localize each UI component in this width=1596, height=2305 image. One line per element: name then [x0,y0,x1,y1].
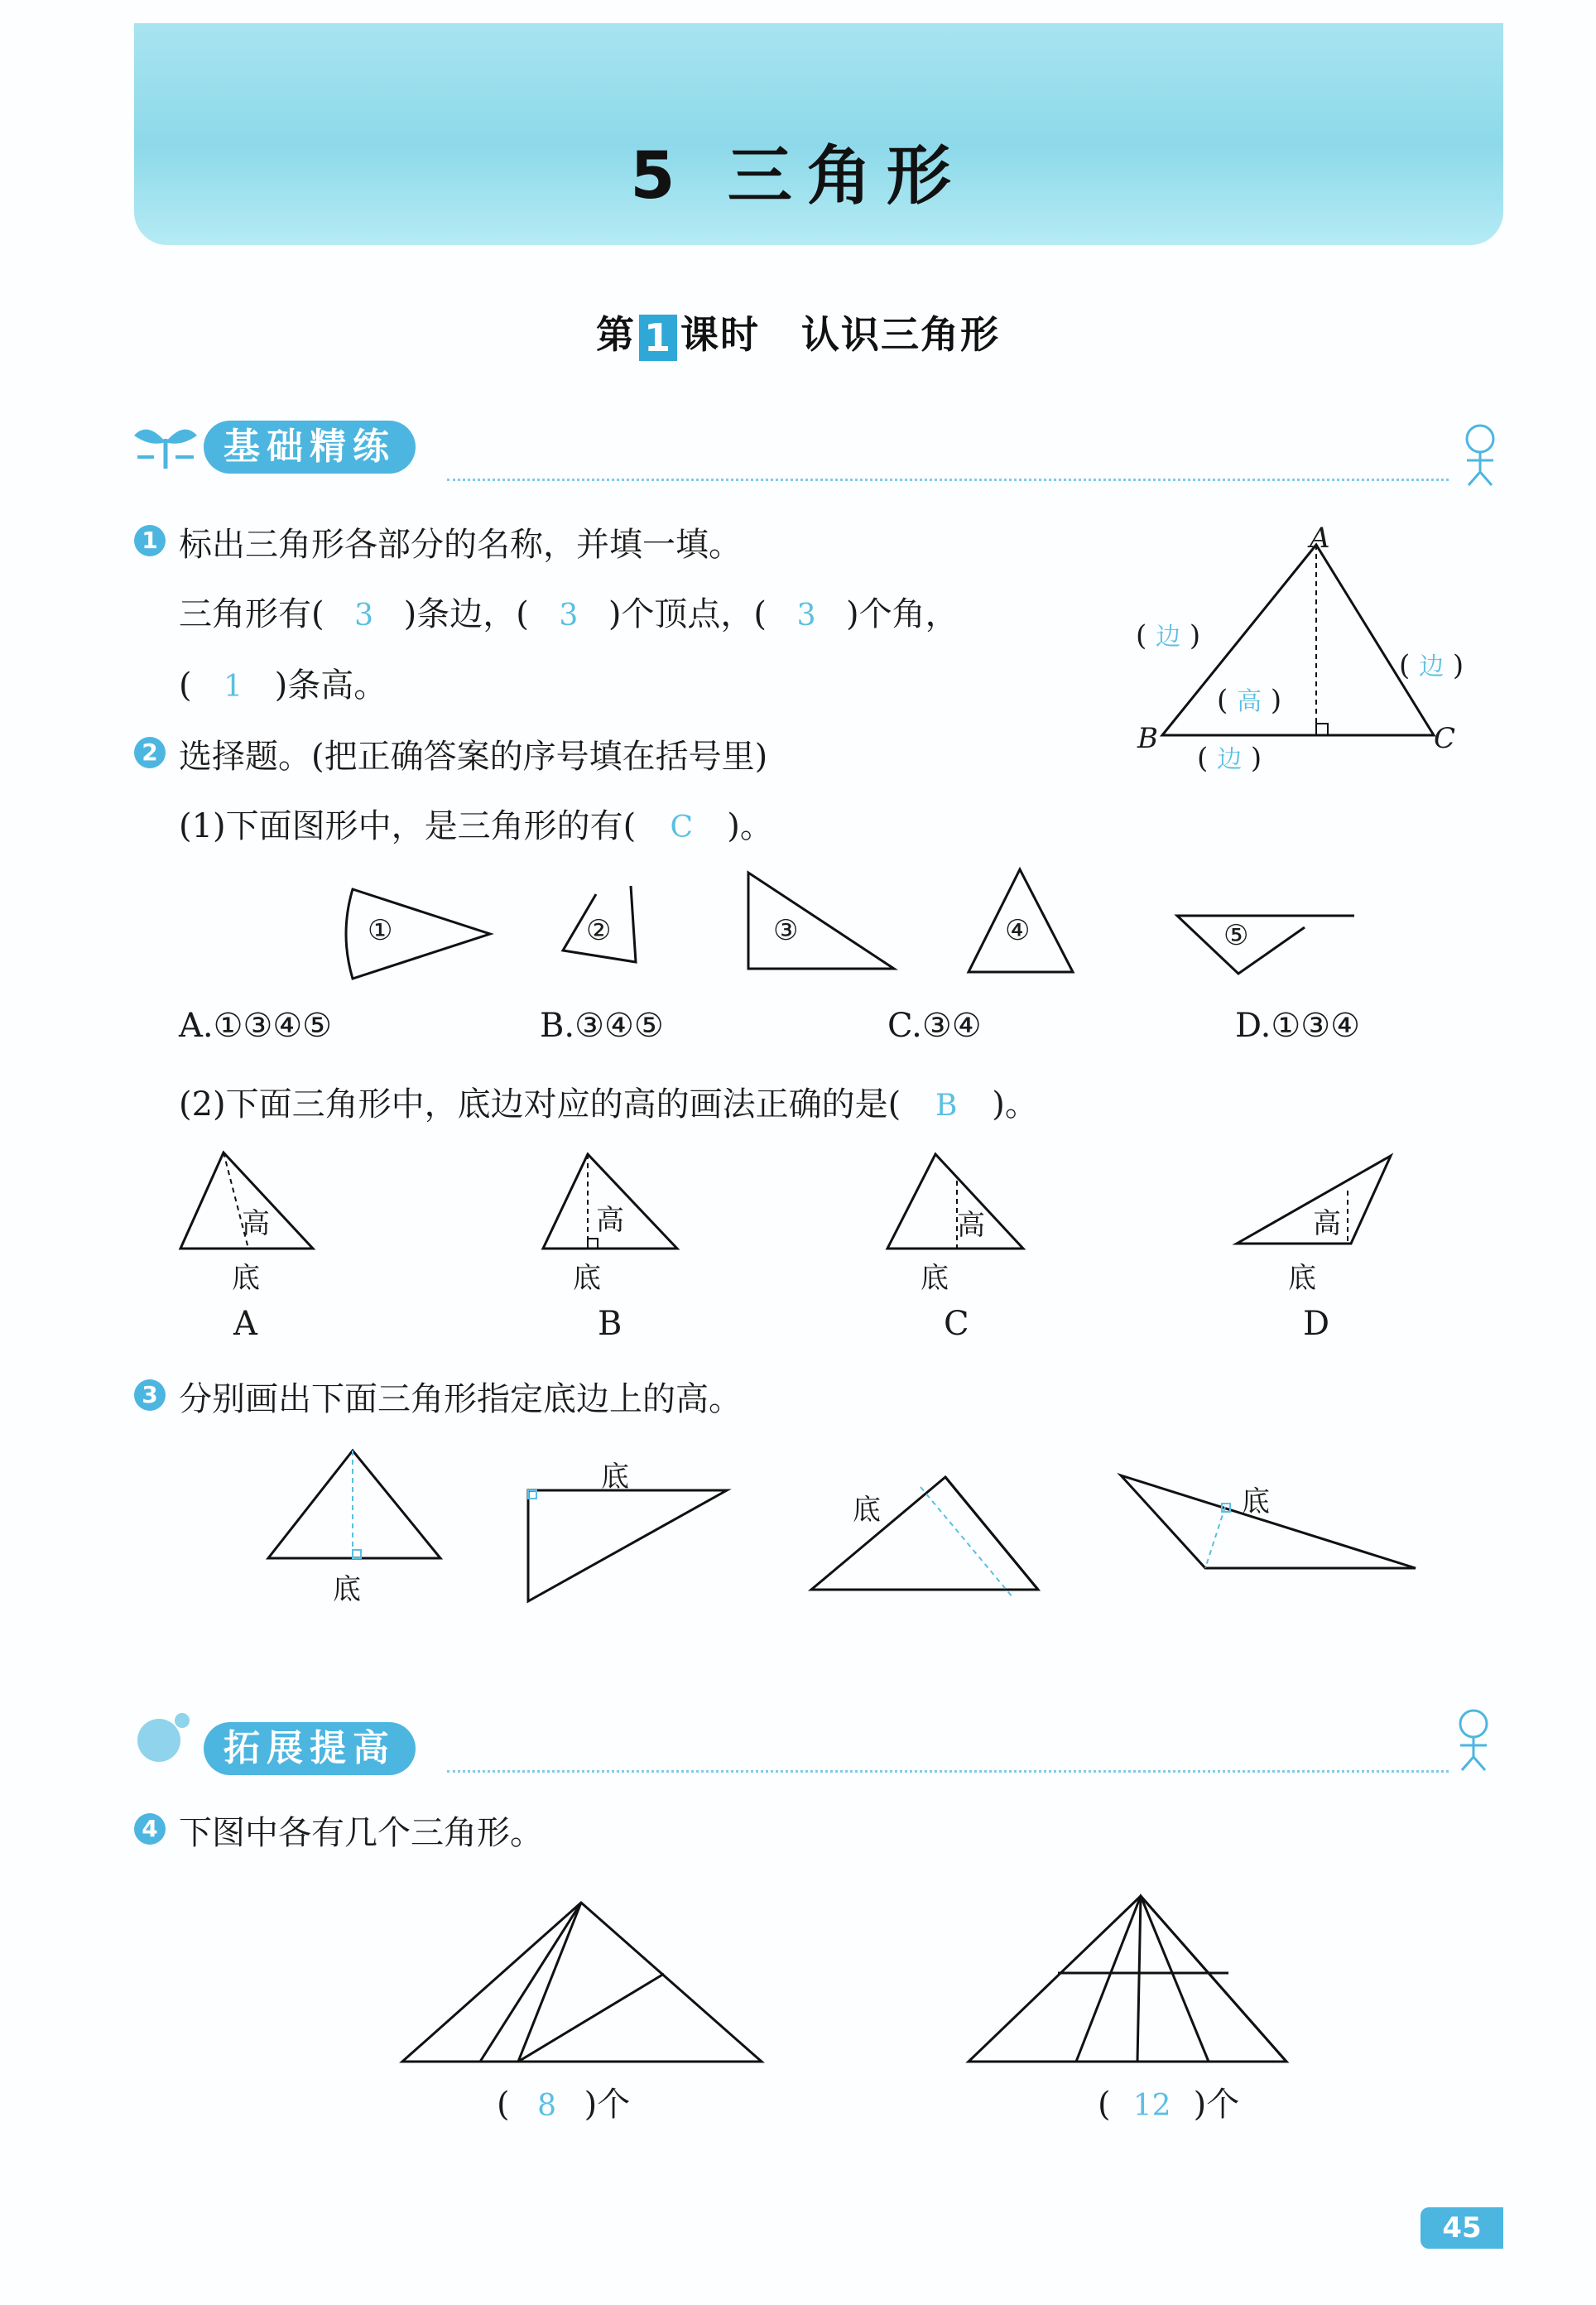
lesson-name: 认识三角形 [801,312,1000,357]
tri-A-height-label: 高 [242,1207,270,1240]
shape-label-3: ③ [773,914,799,947]
question-number-3: 3 [134,1379,166,1411]
q3-tri2-base-label: 底 [601,1460,629,1494]
q3-triangles [248,1441,1440,1614]
q3-tri3-base-label: 底 [853,1494,881,1527]
q4-prompt: 下图中各有几个三角形。 [179,1814,543,1852]
label-left-side: ( 边 ) [1136,619,1201,652]
tri-letter-B: B [598,1305,623,1343]
q1-line2: ( 1 )条高。 [179,666,387,705]
q1-line1: 三角形有( 3 )条边，( 3 )个顶点，( 3 )个角， [179,595,959,633]
lesson-number: 1 [639,315,677,361]
q2-prompt: 选择题。(把正确答案的序号填在括号里) [179,738,768,776]
q2-sub2: (2)下面三角形中，底边对应的高的画法正确的是( B )。 [179,1085,1038,1124]
tri-C-base-label: 底 [921,1262,949,1295]
answer-angles: 3 [796,599,816,633]
answer-sides: 3 [354,599,374,633]
sprout-icon [132,421,199,470]
section-divider-2 [447,1770,1449,1773]
q4-figures [389,1888,1300,2078]
q3-tri4-base-label: 底 [1242,1485,1270,1518]
question-number-1: 1 [134,525,166,556]
page-number: 45 [1421,2207,1503,2249]
section-basic: 基础精练 [204,421,416,474]
lesson-prefix: 第 [596,312,636,357]
tri-letter-C: C [944,1305,969,1343]
label-height: ( 高 ) [1217,684,1282,717]
section-divider [447,479,1449,481]
label-right-side: ( 边 ) [1399,649,1464,682]
answer-q2-2: B [935,1089,958,1123]
q3-prompt: 分别画出下面三角形指定底边上的高。 [179,1380,742,1418]
tri-D-height-label: 高 [1313,1207,1341,1240]
section-extend: 拓展提高 [204,1722,416,1775]
option-B: B.③④⑤ [540,1007,664,1045]
answer-q2-1: C [670,811,694,845]
lesson-suffix: 课时 [680,312,760,357]
tri-letter-A: A [233,1305,257,1343]
bubbles-icon [131,1709,197,1767]
tri-letter-D: D [1303,1305,1330,1343]
answer-heights: 1 [224,670,243,704]
q4-answer-1: ( 8 )个 [497,2086,631,2124]
q1-prompt: 标出三角形各部分的名称，并填一填。 [179,526,742,564]
chapter-title: 5 三角形 [630,139,966,214]
doodle-figure-icon-2 [1444,1706,1507,1772]
question-number-2: 2 [134,737,166,768]
tri-B-height-label: 高 [596,1204,624,1237]
doodle-figure-icon [1450,421,1508,487]
vertex-A: A [1310,522,1330,555]
vertex-B: B [1137,722,1158,755]
answer-vertices: 3 [559,599,579,633]
q2-shapes [331,861,1374,985]
q2-height-triangles [166,1143,1407,1267]
option-A: A.①③④⑤ [179,1007,333,1045]
tri-D-base-label: 底 [1288,1262,1316,1295]
q4-answer-2: ( 12 )个 [1098,2086,1240,2124]
q3-tri1-base-label: 底 [333,1573,361,1606]
shape-label-4: ④ [1005,914,1031,947]
tri-C-height-label: 高 [957,1209,985,1242]
label-base: ( 边 ) [1197,742,1262,775]
option-C: C.③④ [887,1007,982,1045]
option-D: D.①③④ [1235,1007,1360,1045]
shape-label-1: ① [368,914,393,947]
tri-B-base-label: 底 [573,1262,601,1295]
q2-sub1: (1)下面图形中，是三角形的有( C )。 [179,807,773,845]
shape-label-2: ② [586,914,612,947]
shape-label-5: ⑤ [1223,919,1249,952]
question-number-4: 4 [134,1813,166,1845]
tri-A-base-label: 底 [232,1262,260,1295]
vertex-C: C [1434,722,1456,755]
lesson-title [0,305,1596,361]
